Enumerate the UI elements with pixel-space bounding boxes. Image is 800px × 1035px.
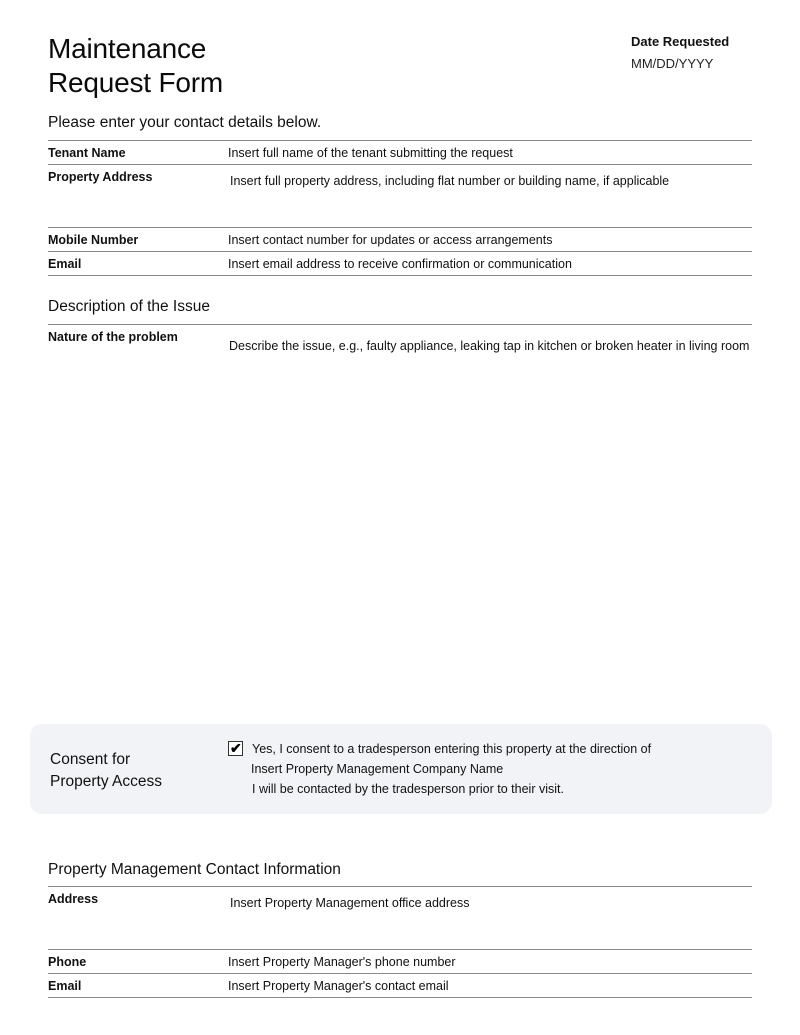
management-email-field[interactable]: Insert Property Manager's contact email: [228, 979, 449, 993]
management-address-field[interactable]: Insert Property Management office address: [230, 896, 470, 910]
management-email-label: Email: [48, 979, 82, 993]
consent-label: [50, 749, 162, 793]
nature-of-problem-label: Nature of the problem: [48, 330, 178, 344]
checkmark-icon: ✔: [230, 740, 242, 756]
divider: [48, 164, 752, 165]
divider: [48, 886, 752, 887]
consent-label-line-2: Property Access: [50, 773, 162, 790]
email-label: Email: [48, 257, 82, 271]
management-section-title: Property Management Contact Information: [48, 861, 341, 878]
consent-label-line-1: Consent for: [50, 751, 131, 768]
divider: [48, 140, 752, 141]
divider: [48, 949, 752, 950]
consent-text-line-1: Yes, I consent to a tradesperson entering this property at the direction of: [252, 742, 652, 756]
email-field[interactable]: Insert email address to receive confirmation or communication: [228, 257, 572, 271]
divider: [48, 973, 752, 974]
tenant-name-label: Tenant Name: [48, 146, 126, 160]
consent-checkbox[interactable]: [228, 741, 243, 756]
form-title-line-2: Request Form: [48, 67, 223, 98]
tenant-name-field[interactable]: Insert full name of the tenant submitting the request: [228, 146, 513, 160]
divider: [48, 275, 752, 276]
consent-text-line-3: I will be contacted by the tradesperson prior to their visit.: [252, 782, 564, 796]
date-requested-label: Date Requested: [631, 34, 730, 49]
date-requested-block: [631, 34, 729, 72]
divider: [48, 997, 752, 998]
issue-description-field[interactable]: Describe the issue, e.g., faulty appliance, leaking tap in kitchen or broken heater in living room: [229, 339, 750, 353]
mobile-number-label: Mobile Number: [48, 233, 139, 247]
management-address-label: Address: [48, 892, 99, 906]
issue-section-title: Description of the Issue: [48, 298, 210, 315]
form-title-line-1: Maintenance: [48, 33, 207, 64]
divider: [48, 227, 752, 228]
contact-intro: Please enter your contact details below.: [48, 114, 322, 131]
form-title: [48, 32, 223, 100]
date-requested-field[interactable]: MM/DD/YYYY: [631, 56, 714, 71]
company-name-field[interactable]: Insert Property Management Company Name: [251, 762, 504, 776]
property-address-label: Property Address: [48, 170, 153, 184]
property-address-field[interactable]: Insert full property address, including flat number or building name, if applicable: [230, 174, 670, 188]
mobile-number-field[interactable]: Insert contact number for updates or access arrangements: [228, 233, 553, 247]
divider: [48, 251, 752, 252]
management-phone-label: Phone: [48, 955, 87, 969]
divider: [48, 324, 752, 325]
management-phone-field[interactable]: Insert Property Manager's phone number: [228, 955, 456, 969]
